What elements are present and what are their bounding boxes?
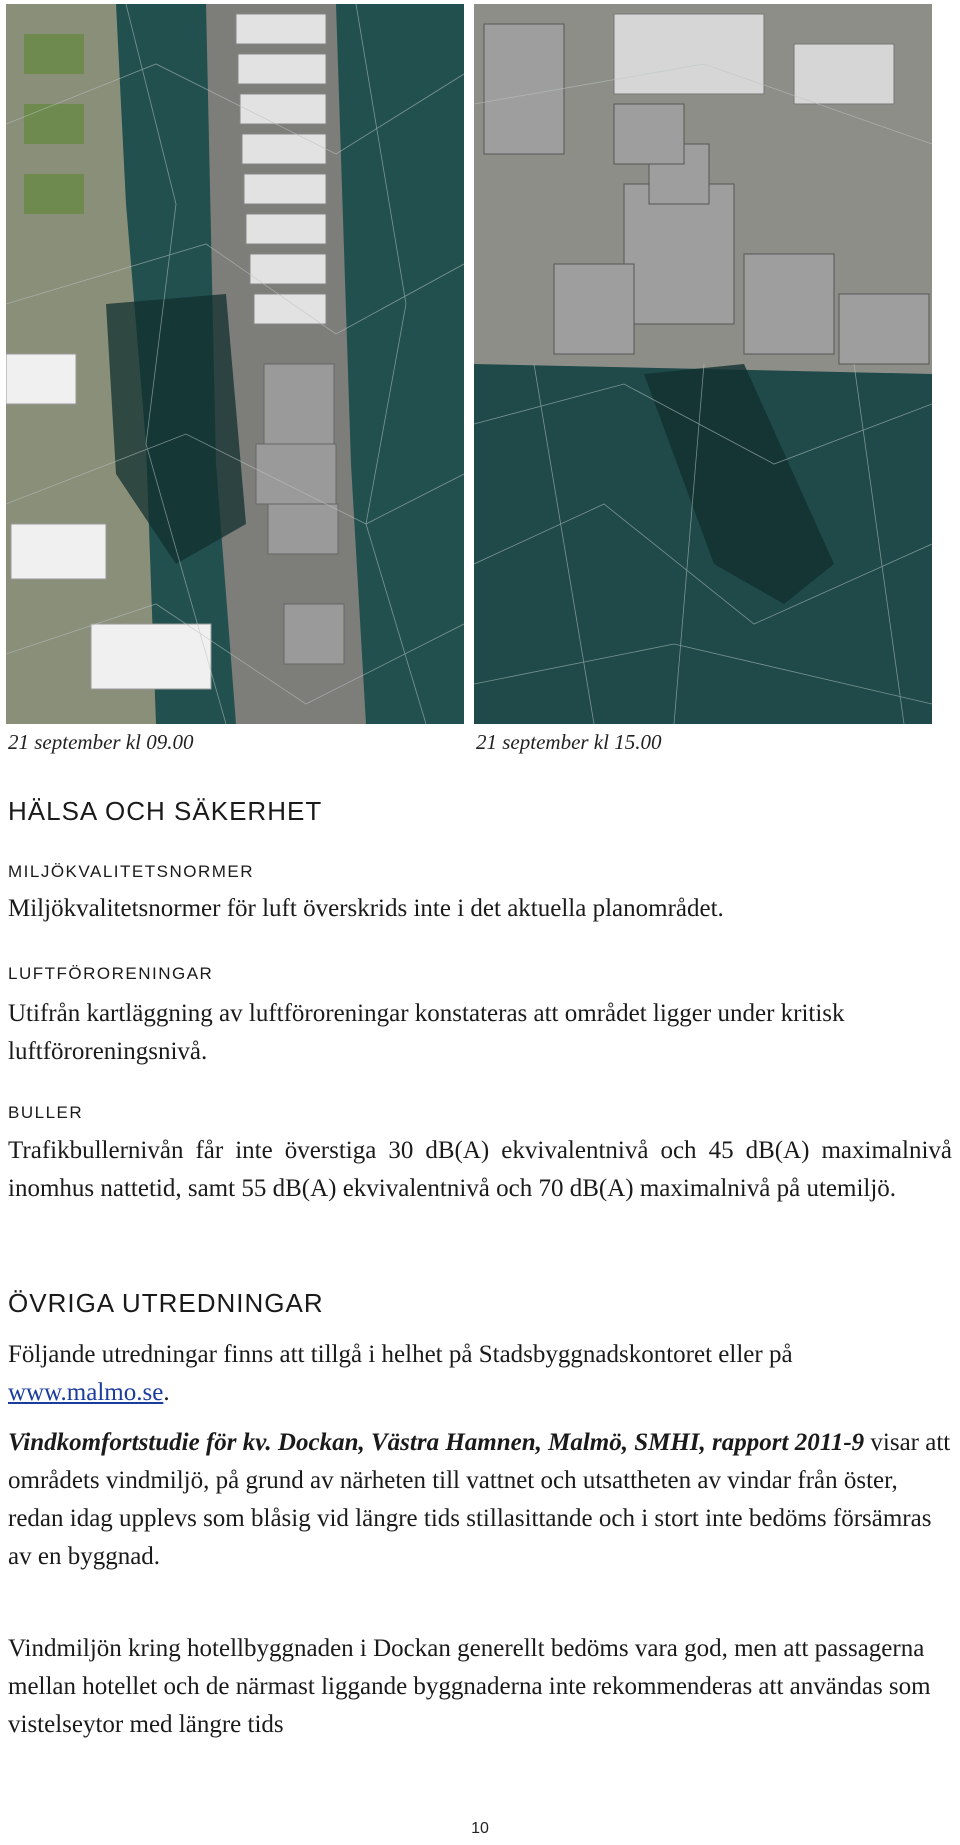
- shadow-study-image-afternoon: [474, 4, 932, 724]
- paragraph-miljokvalitetsnormer: Miljökvalitetsnormer för luft överskrids inte i det aktuella planområdet.: [8, 895, 724, 922]
- paragraph-other-intro: [8, 1336, 952, 1412]
- paragraph-buller: Trafikbullernivån får inte överstiga 30 dB(A) ekvivalentnivå och 45 dB(A) maximalnivå inomhus nattetid, samt 55 dB(A) ekvivalentnivå och 70 dB(A) maximalnivå på utemiljö.: [8, 1137, 952, 1202]
- figure-caption-left: 21 september kl 09.00: [8, 730, 194, 754]
- page-number: 10: [471, 1820, 489, 1837]
- paragraph-luftfororeningar: Utifrån kartläggning av luftföroreningar konstateras att området ligger under kritisk luftföroreningsnivå.: [8, 1000, 845, 1065]
- subheading-miljokvalitetsnormer: MILJÖKVALITETSNORMER: [8, 862, 254, 881]
- malmo-link[interactable]: www.malmo.se: [8, 1379, 164, 1406]
- report-title: Vindkomfortstudie för kv. Dockan, Västra Hamnen, Malmö, SMHI, rapport 2011-9: [8, 1429, 865, 1456]
- shadow-study-image-morning: [6, 4, 464, 724]
- intro-end: .: [163, 1379, 170, 1406]
- report-text: visar att områdets vindmiljö, på grund av närheten till vattnet och utsattheten av vindar från öster, redan idag upplevs som blåsig vid längre tids stillasittande och i stort inte bedöms försämras av en byggnad.: [8, 1429, 951, 1570]
- figure-caption-right: 21 september kl 15.00: [476, 730, 662, 754]
- section-heading-other-studies: ÖVRIGA UTREDNINGAR: [8, 1288, 324, 1318]
- paragraph-wind-environment: Vindmiljön kring hotellbyggnaden i Dockan generellt bedöms vara god, men att passagerna mellan hotellet och de närmast liggande byggnaderna inte rekommenderas att användas som vistelseytor med längre tids: [8, 1635, 931, 1738]
- intro-text: Följande utredningar finns att tillgå i helhet på Stadsbyggnadskontoret eller på: [8, 1341, 793, 1368]
- paragraph-wind-study: [8, 1424, 952, 1576]
- section-heading-health: HÄLSA OCH SÄKERHET: [8, 796, 323, 826]
- subheading-buller: BULLER: [8, 1103, 84, 1122]
- subheading-luftfororeningar: LUFTFÖRORENINGAR: [8, 964, 214, 983]
